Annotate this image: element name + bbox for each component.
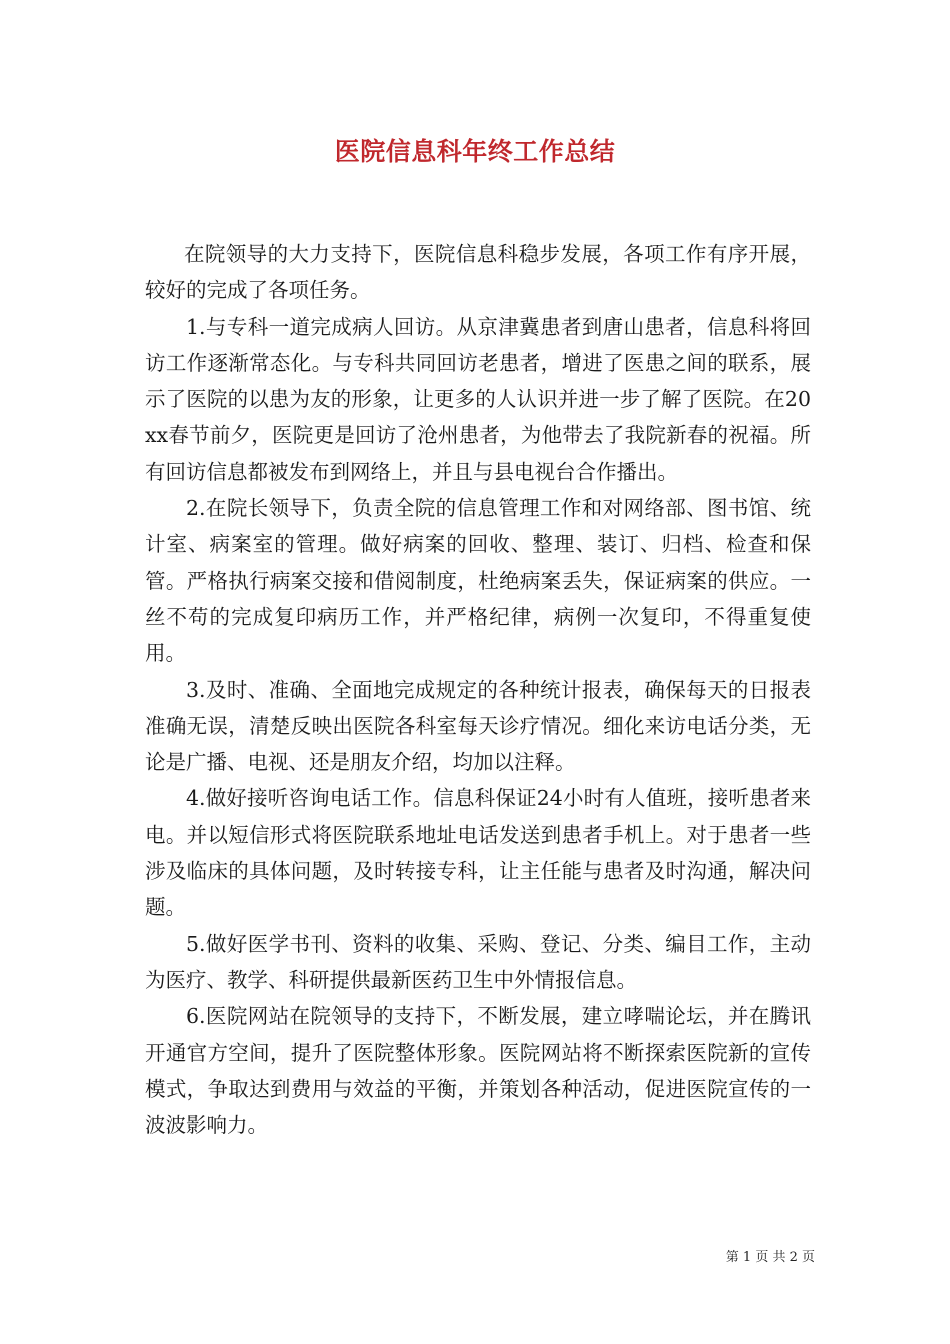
paragraph-item-1: 1.与专科一道完成病人回访。从京津冀患者到唐山患者，信息科将回访工作逐渐常态化。与专科共同回访老患者，增进了医患之间的联系，展示了医院的以患为友的形象，让更多的人认识并进一步了解了医院。在20xx春节前夕，医院更是回访了沧州患者，为他带去了我院新春的祝福。所有回访信息都被发布到网络上，并且与县电视台合作播出。: [145, 314, 811, 484]
paragraph-item-4: 4.做好接听咨询电话工作。信息科保证24小时有人值班，接听患者来电。并以短信形式将医院联系地址电话发送到患者手机上。对于患者一些涉及临床的具体问题，及时转接专科，让主任能与患者及时沟通，解决问题。: [145, 786, 811, 920]
page-number-footer: 第 1 页 共 2 页: [725, 1250, 815, 1265]
paragraph-item-5: 5.做好医学书刊、资料的收集、采购、登记、分类、编目工作，主动为医疗、教学、科研提供最新医药卫生中外情报信息。: [145, 931, 811, 992]
paragraph-intro: 在院领导的大力支持下，医院信息科稳步发展，各项工作有序开展，较好的完成了各项任务。: [145, 242, 811, 303]
paragraph-item-6: 6.医院网站在院领导的支持下，不断发展，建立哮喘论坛，并在腾讯开通官方空间，提升了医院整体形象。医院网站将不断探索医院新的宣传模式，争取达到费用与效益的平衡，并策划各种活动，促进医院宣传的一波波影响力。: [145, 1004, 811, 1138]
document-body: [145, 236, 811, 1143]
document-title: 医院信息科年终工作总结: [334, 137, 616, 166]
paragraph-item-3: 3.及时、准确、全面地完成规定的各种统计报表，确保每天的日报表准确无误，清楚反映出医院各科室每天诊疗情况。细化来访电话分类，无论是广播、电视、还是朋友介绍，均加以注释。: [145, 677, 811, 775]
paragraph-item-2: 2.在院长领导下，负责全院的信息管理工作和对网络部、图书馆、统计室、病案室的管理。做好病案的回收、整理、装订、归档、检查和保管。严格执行病案交接和借阅制度，杜绝病案丢失，保证病案的供应。一丝不苟的完成复印病历工作，并严格纪律，病例一次复印，不得重复使用。: [145, 496, 811, 666]
